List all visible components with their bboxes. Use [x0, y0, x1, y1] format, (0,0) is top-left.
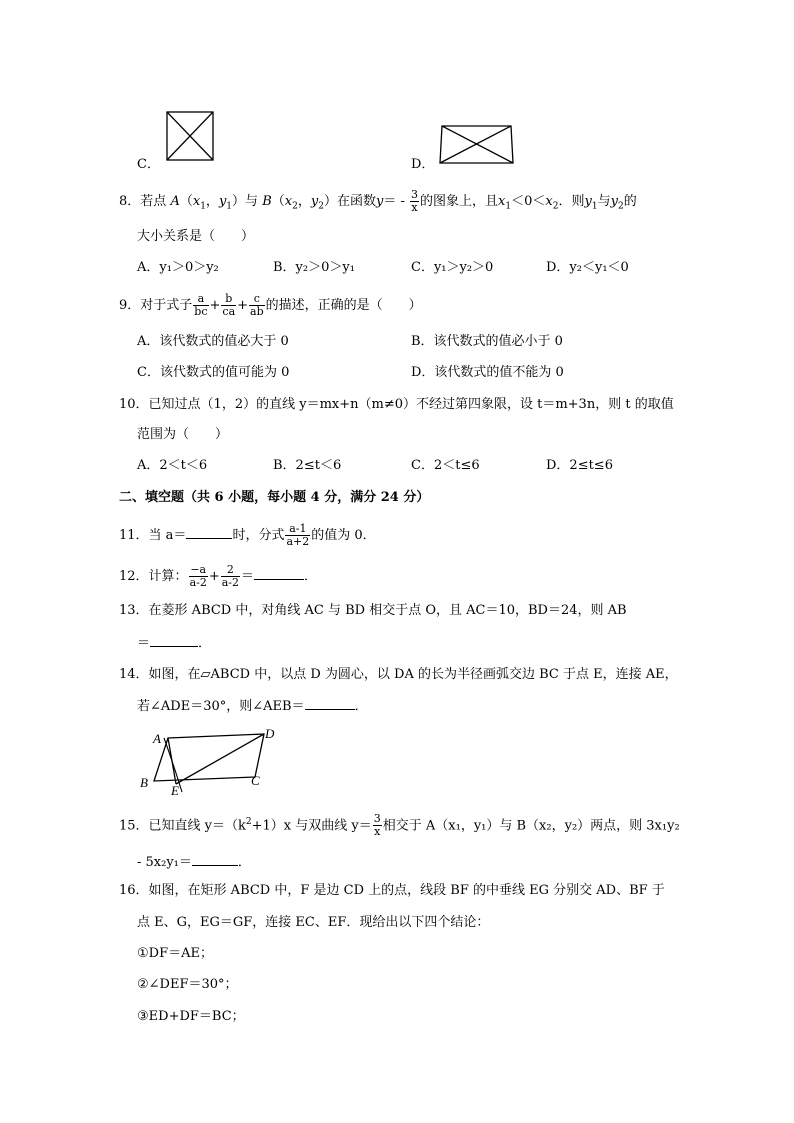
q10-option-b: B．2≤t＜6 — [273, 458, 342, 473]
q9-line1: 9．对于式子 $\frac{a}{bc}$ + $\frac{b}{ca}$ + $\frac{c}{ab}$ 的描述，正确的是（ ） — [119, 292, 422, 318]
label-c: C — [251, 773, 260, 788]
fraction-3-over-x: $\frac{3}{x}$ — [411, 188, 419, 214]
q15-line2: - 5x₂y₁＝ ． — [137, 855, 251, 870]
q10-option-a: A．2＜t＜6 — [137, 458, 208, 473]
answer-blank — [150, 634, 198, 647]
q9-option-c: C．该代数式的值可能为 0 — [137, 365, 290, 380]
label-e: E — [171, 783, 179, 796]
q10-line2: 范围为（ ） — [137, 427, 229, 442]
label-b: B — [140, 775, 148, 790]
q8-line1: 8．若点 $A(x_1$，$y_1$）与 $B(x_2$，$y_2$）在函数y＝ - $\frac{3}{x}$ 的图象上，且$x_1<0<x_2$．则$y_1$与$y_2$的 — [119, 188, 637, 214]
answer-blank — [186, 526, 232, 539]
q16-line2: 点 E、G，EG＝GF，连接 EC、EF．现给出以下四个结论： — [137, 915, 490, 930]
q11-line: 11．当 a＝ 时，分式 $\frac{a-1}{a+2}$ 的值为 0． — [119, 522, 376, 548]
q10-option-c: C．2＜t≤6 — [411, 458, 480, 473]
section-heading: 二、填空题（共 6 小题，每小题 4 分，满分 24 分） — [119, 490, 430, 505]
option-d-label: D． — [411, 157, 435, 172]
q14-line1: 14．如图，在▱ABCD 中，以点 D 为圆心，以 DA 的长为半径画弧交边 BC 于点 E，连接 AE， — [119, 667, 678, 682]
q14-line2: 若∠ADE＝30°，则∠AEB＝ ． — [137, 699, 368, 714]
q9-option-d: D．该代数式的值不能为 0 — [411, 365, 564, 380]
label-a: A — [153, 731, 161, 746]
answer-blank — [305, 697, 355, 710]
option-d-figure — [439, 125, 515, 165]
answer-blank — [254, 567, 304, 580]
q12-line: 12．计算： $\frac{-a}{a-2}$ + $\frac{2}{a-2}$ ＝ ． — [119, 563, 318, 589]
q8-option-a: A．y₁＞0＞y₂ — [137, 260, 219, 275]
q9-option-b: B．该代数式的值必小于 0 — [411, 334, 563, 349]
q9-option-a: A．该代数式的值必大于 0 — [137, 334, 289, 349]
q16-item-1: ①DF＝AE； — [137, 946, 213, 961]
q8-line2: 大小关系是（ ） — [137, 229, 255, 244]
q8-option-b: B．y₂＞0＞y₁ — [273, 260, 355, 275]
q16-item-3: ③ED+DF＝BC； — [137, 1009, 245, 1024]
option-c-label: C． — [137, 157, 160, 172]
q13-line1: 13．在菱形 ABCD 中，对角线 AC 与 BD 相交于点 O，且 AC＝10，BD＝24，则 AB — [119, 603, 627, 618]
q10-line1: 10．已知过点（1，2）的直线 y＝mx+n（m≠0）不经过第四象限，设 t＝m+3n，则 t 的取值 — [119, 397, 674, 412]
diagonal-2 — [440, 126, 511, 163]
q15-line1: 15．已知直线 $y=(k^2+1)x$ 与双曲线 y＝ $\frac{3}{x}$ 相交于 A（x₁，y₁）与 B（x₂，y₂）两点，则 3x₁y₂ — [119, 812, 680, 839]
answer-blank — [192, 853, 238, 866]
q16-line1: 16．如图，在矩形 ABCD 中，F 是边 CD 上的点，线段 BF 的中垂线 EG 分别交 AD、BF 于 — [119, 883, 665, 898]
label-d: D — [265, 726, 275, 741]
parallelogram-figure — [138, 724, 283, 796]
option-c-figure — [166, 111, 214, 161]
q8-option-c: C．y₁＞y₂＞0 — [411, 260, 494, 275]
q8-option-d: D．y₂＜y₁＜0 — [546, 260, 629, 275]
diagonal-1 — [442, 126, 513, 163]
q10-option-d: D．2≤t≤6 — [546, 458, 613, 473]
q13-line2: ＝ ． — [137, 636, 212, 651]
q16-item-2: ②∠DEF＝30°； — [137, 977, 238, 992]
